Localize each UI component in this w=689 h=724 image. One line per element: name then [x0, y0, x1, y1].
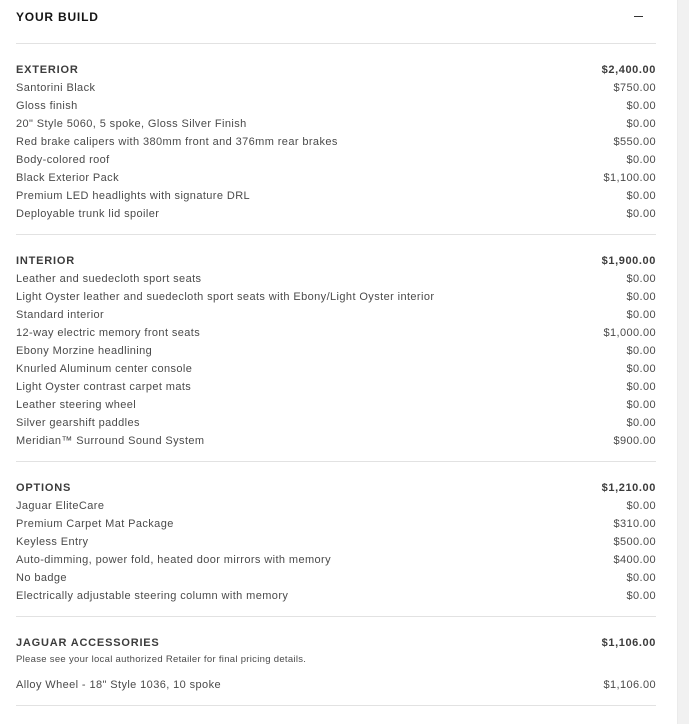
item-list — [16, 79, 656, 234]
item-name: Ebony Morzine headlining — [16, 345, 153, 357]
line-item — [16, 324, 656, 342]
section-jaguar-accessories — [16, 634, 656, 706]
line-item — [16, 515, 656, 533]
line-item — [16, 205, 656, 223]
item-name: Premium LED headlights with signature DRL — [16, 190, 251, 202]
item-name: Light Oyster leather and suedecloth sport seats with Ebony/Light Oyster interior — [16, 291, 435, 303]
item-price: $0.00 — [626, 291, 656, 303]
section-total: $1,210.00 — [601, 482, 656, 494]
item-name: Standard interior — [16, 309, 105, 321]
item-list — [16, 270, 656, 461]
item-name: No badge — [16, 572, 67, 584]
line-item — [16, 396, 656, 414]
item-name: Black Exterior Pack — [16, 172, 119, 184]
item-price: $0.00 — [626, 345, 656, 357]
line-item — [16, 587, 656, 605]
item-price: $500.00 — [613, 536, 656, 548]
line-item — [16, 676, 656, 694]
item-name: Auto-dimming, power fold, heated door mirrors with memory — [16, 554, 332, 566]
section-total: $1,106.00 — [601, 637, 656, 649]
section-title: OPTIONS — [16, 482, 72, 494]
section-title: EXTERIOR — [16, 64, 79, 76]
item-price: $0.00 — [626, 154, 656, 166]
panel-header — [16, 0, 656, 44]
your-build-panel — [16, 0, 656, 706]
item-name: Meridian™ Surround Sound System — [16, 435, 205, 447]
section-total: $2,400.00 — [601, 64, 656, 76]
item-price: $0.00 — [626, 208, 656, 220]
line-item — [16, 133, 656, 151]
item-name: Silver gearshift paddles — [16, 417, 140, 429]
item-price: $0.00 — [626, 190, 656, 202]
line-item — [16, 551, 656, 569]
line-item — [16, 187, 656, 205]
line-item — [16, 342, 656, 360]
item-price: $0.00 — [626, 381, 656, 393]
item-price: $900.00 — [613, 435, 656, 447]
collapse-icon[interactable] — [626, 7, 650, 27]
scrollbar-track[interactable] — [677, 0, 689, 724]
line-item — [16, 115, 656, 133]
item-price: $1,000.00 — [603, 327, 656, 339]
line-item — [16, 432, 656, 450]
item-price: $0.00 — [626, 363, 656, 375]
item-list — [16, 676, 656, 705]
item-price: $0.00 — [626, 273, 656, 285]
item-name: Electrically adjustable steering column with memory — [16, 590, 289, 602]
section-total: $1,900.00 — [601, 255, 656, 267]
item-name: Leather steering wheel — [16, 399, 137, 411]
panel-title: YOUR BUILD — [16, 9, 99, 24]
line-item — [16, 270, 656, 288]
item-price: $1,106.00 — [603, 679, 656, 691]
item-name: Deployable trunk lid spoiler — [16, 208, 160, 220]
item-name: Body-colored roof — [16, 154, 110, 166]
item-price: $550.00 — [613, 136, 656, 148]
section-header — [16, 252, 656, 270]
item-price: $0.00 — [626, 100, 656, 112]
line-item — [16, 533, 656, 551]
item-name: Santorini Black — [16, 82, 96, 94]
line-item — [16, 169, 656, 187]
item-name: Premium Carpet Mat Package — [16, 518, 174, 530]
section-options — [16, 479, 656, 617]
build-sections — [16, 61, 656, 706]
item-price: $1,100.00 — [603, 172, 656, 184]
item-price: $400.00 — [613, 554, 656, 566]
item-name: Red brake calipers with 380mm front and 376mm rear brakes — [16, 136, 338, 148]
line-item — [16, 414, 656, 432]
section-header — [16, 61, 656, 79]
item-list — [16, 497, 656, 616]
item-name: Knurled Aluminum center console — [16, 363, 193, 375]
section-title: INTERIOR — [16, 255, 75, 267]
section-note: Please see your local authorized Retailer for final pricing details. — [16, 654, 307, 665]
section-title: JAGUAR ACCESSORIES — [16, 637, 160, 649]
item-price: $0.00 — [626, 590, 656, 602]
line-item — [16, 569, 656, 587]
line-item — [16, 79, 656, 97]
item-price: $0.00 — [626, 572, 656, 584]
item-name: Gloss finish — [16, 100, 78, 112]
line-item — [16, 288, 656, 306]
section-exterior — [16, 61, 656, 235]
item-name: Keyless Entry — [16, 536, 89, 548]
item-price: $0.00 — [626, 399, 656, 411]
line-item — [16, 151, 656, 169]
line-item — [16, 360, 656, 378]
item-name: Jaguar EliteCare — [16, 500, 105, 512]
item-name: Leather and suedecloth sport seats — [16, 273, 202, 285]
line-item — [16, 97, 656, 115]
item-price: $0.00 — [626, 500, 656, 512]
section-interior — [16, 252, 656, 462]
section-header — [16, 479, 656, 497]
section-header — [16, 634, 656, 652]
item-price: $750.00 — [613, 82, 656, 94]
line-item — [16, 497, 656, 515]
item-name: Alloy Wheel - 18" Style 1036, 10 spoke — [16, 679, 221, 691]
item-price: $0.00 — [626, 417, 656, 429]
line-item — [16, 378, 656, 396]
item-price: $0.00 — [626, 118, 656, 130]
line-item — [16, 306, 656, 324]
item-name: Light Oyster contrast carpet mats — [16, 381, 192, 393]
item-name: 20" Style 5060, 5 spoke, Gloss Silver Finish — [16, 118, 247, 130]
item-price: $310.00 — [613, 518, 656, 530]
item-name: 12-way electric memory front seats — [16, 327, 201, 339]
item-price: $0.00 — [626, 309, 656, 321]
